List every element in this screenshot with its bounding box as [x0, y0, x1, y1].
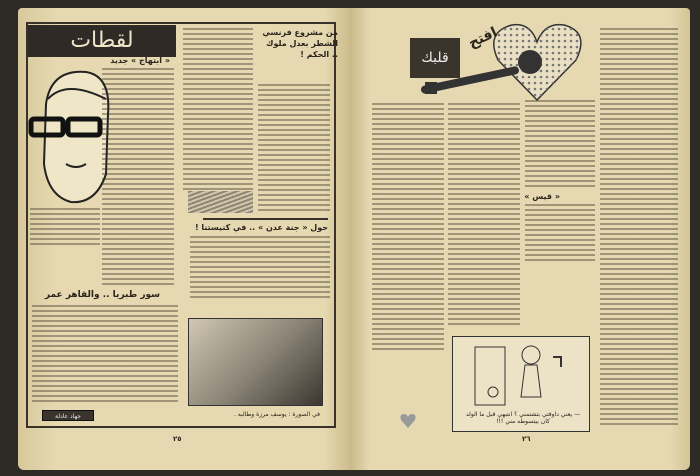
story-body	[258, 84, 330, 214]
story-body	[183, 28, 253, 193]
pattern-block	[188, 191, 253, 213]
divider	[203, 218, 328, 220]
news-photo	[188, 318, 323, 406]
story-body	[30, 208, 100, 248]
small-heart-icon	[400, 413, 416, 429]
story-title: من مشروع فرنسي الشطر بعدل ملوك .. الحكم !	[262, 28, 338, 59]
article-column	[372, 103, 444, 353]
story-title: سور طبريا .. والقاهر عمر	[44, 290, 160, 300]
cartoon-illustration	[453, 337, 588, 409]
page-number: ٢٦	[522, 435, 531, 443]
article-column	[448, 103, 520, 328]
article-column	[525, 100, 595, 190]
title-text: افتح	[466, 24, 500, 52]
story-body	[190, 236, 330, 300]
byline-box: جهاد عادلة	[42, 410, 94, 421]
right-page	[350, 8, 690, 470]
section-banner: لقطات	[28, 25, 176, 57]
cartoon-caption: — يعني داوقتي بتشتمني ؟ انتبهي قبل ما الولد كان بيتسوطه مني !!!	[465, 411, 581, 425]
section-title: « قيس »	[524, 192, 560, 201]
story-title: « ابتهاج » جديد	[110, 56, 170, 65]
story-body	[32, 305, 178, 405]
cartoon-box	[452, 336, 590, 432]
story-title: حول « جنة عدن » .. في كنيستنا !	[194, 223, 328, 232]
story-body	[102, 68, 174, 288]
photo-caption: في الصورة : يوسف مرزة وطالبه .	[233, 411, 320, 418]
article-column	[600, 28, 678, 428]
left-page	[18, 8, 350, 470]
article-column	[525, 204, 595, 264]
title-box: قلبك	[410, 38, 460, 78]
page-number: ٢٥	[173, 435, 182, 443]
